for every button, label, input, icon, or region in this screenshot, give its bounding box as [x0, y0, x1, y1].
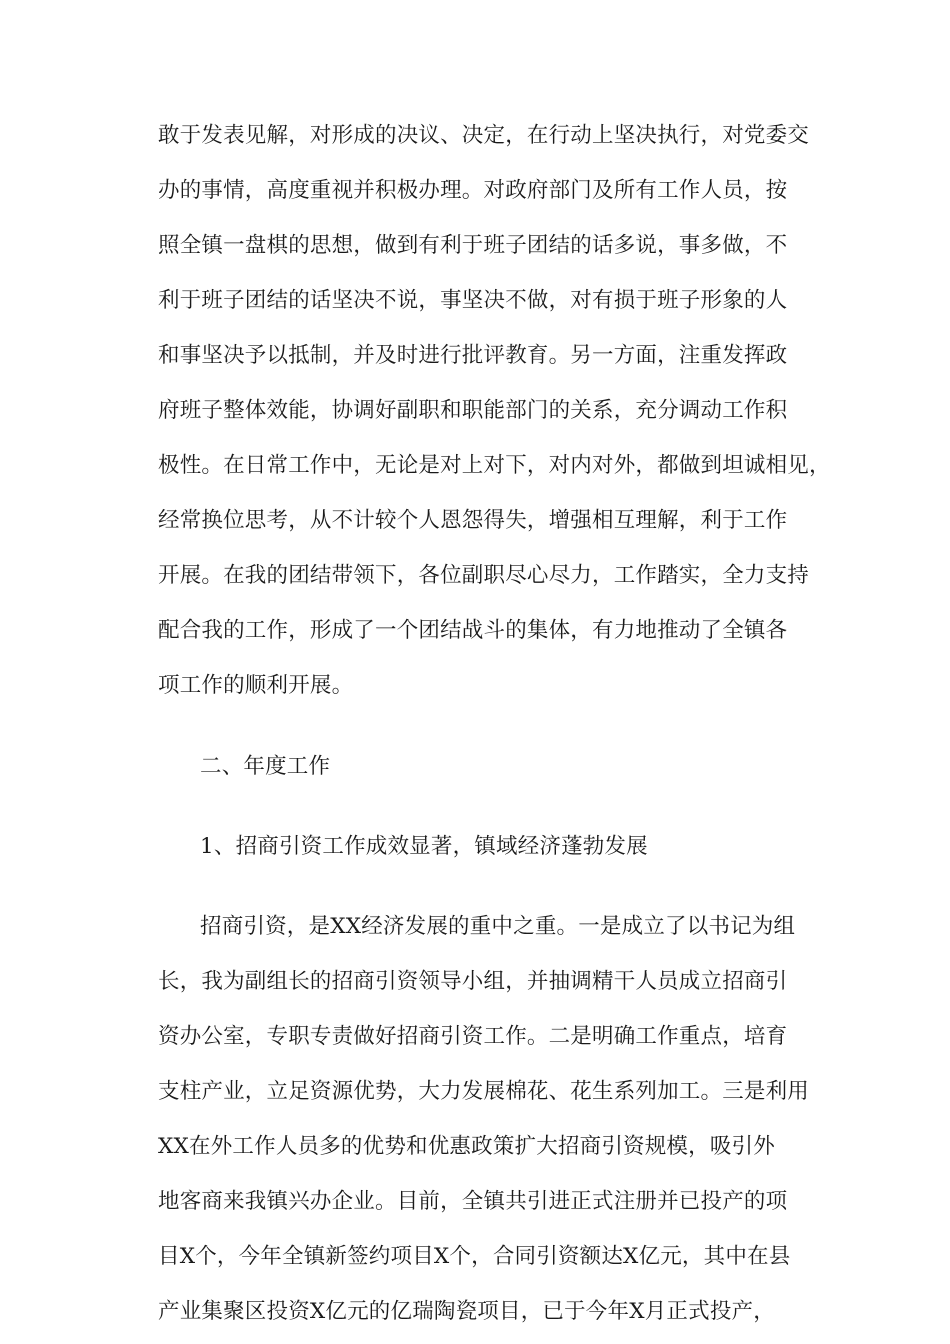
paragraph-line: 开展。在我的团结带领下，各位副职尽心尽力，工作踏实，全力支持: [158, 563, 810, 588]
paragraph-line: 地客商来我镇兴办企业。目前，全镇共引进正式注册并已投产的项: [158, 1189, 788, 1214]
paragraph-line: 极性。在日常工作中，无论是对上对下，对内对外，都做到坦诚相见，: [158, 453, 831, 478]
paragraph-line: 目X个，今年全镇新签约项目X个，合同引资额达X亿元，其中在县: [158, 1244, 791, 1269]
paragraph-line: 和事坚决予以抵制，并及时进行批评教育。另一方面，注重发挥政: [158, 343, 788, 368]
paragraph-line: 利于班子团结的话坚决不说，事坚决不做，对有损于班子形象的人: [158, 288, 788, 313]
paragraph-line: 办的事情，高度重视并积极办理。对政府部门及所有工作人员，按: [158, 178, 788, 203]
paragraph-line: 照全镇一盘棋的思想，做到有利于班子团结的话多说，事多做，不: [158, 233, 788, 258]
paragraph-line: 长，我为副组长的招商引资领导小组，并抽调精干人员成立招商引: [158, 969, 788, 994]
paragraph-line: 经常换位思考，从不计较个人恩怨得失，增强相互理解，利于工作: [158, 508, 788, 533]
paragraph-line: 产业集聚区投资X亿元的亿瑞陶瓷项目，已于今年X月正式投产，: [158, 1299, 775, 1324]
paragraph-line: 资办公室，专职专责做好招商引资工作。二是明确工作重点，培育: [158, 1024, 788, 1049]
paragraph-line: 招商引资，是XX经济发展的重中之重。一是成立了以书记为组: [200, 914, 796, 939]
subsection-heading: 1、招商引资工作成效显著，镇域经济蓬勃发展: [200, 834, 648, 859]
paragraph-line: 项工作的顺利开展。: [158, 673, 354, 698]
section-heading: 二、年度工作: [200, 754, 331, 779]
paragraph-line: 支柱产业，立足资源优势，大力发展棉花、花生系列加工。三是利用: [158, 1079, 810, 1104]
paragraph-line: 府班子整体效能，协调好副职和职能部门的关系，充分调动工作积: [158, 398, 788, 423]
paragraph-line: XX在外工作人员多的优势和优惠政策扩大招商引资规模，吸引外: [158, 1134, 775, 1159]
paragraph-line: 敢于发表见解，对形成的决议、决定，在行动上坚决执行，对党委交: [158, 123, 810, 148]
paragraph-line: 配合我的工作，形成了一个团结战斗的集体，有力地推动了全镇各: [158, 618, 788, 643]
